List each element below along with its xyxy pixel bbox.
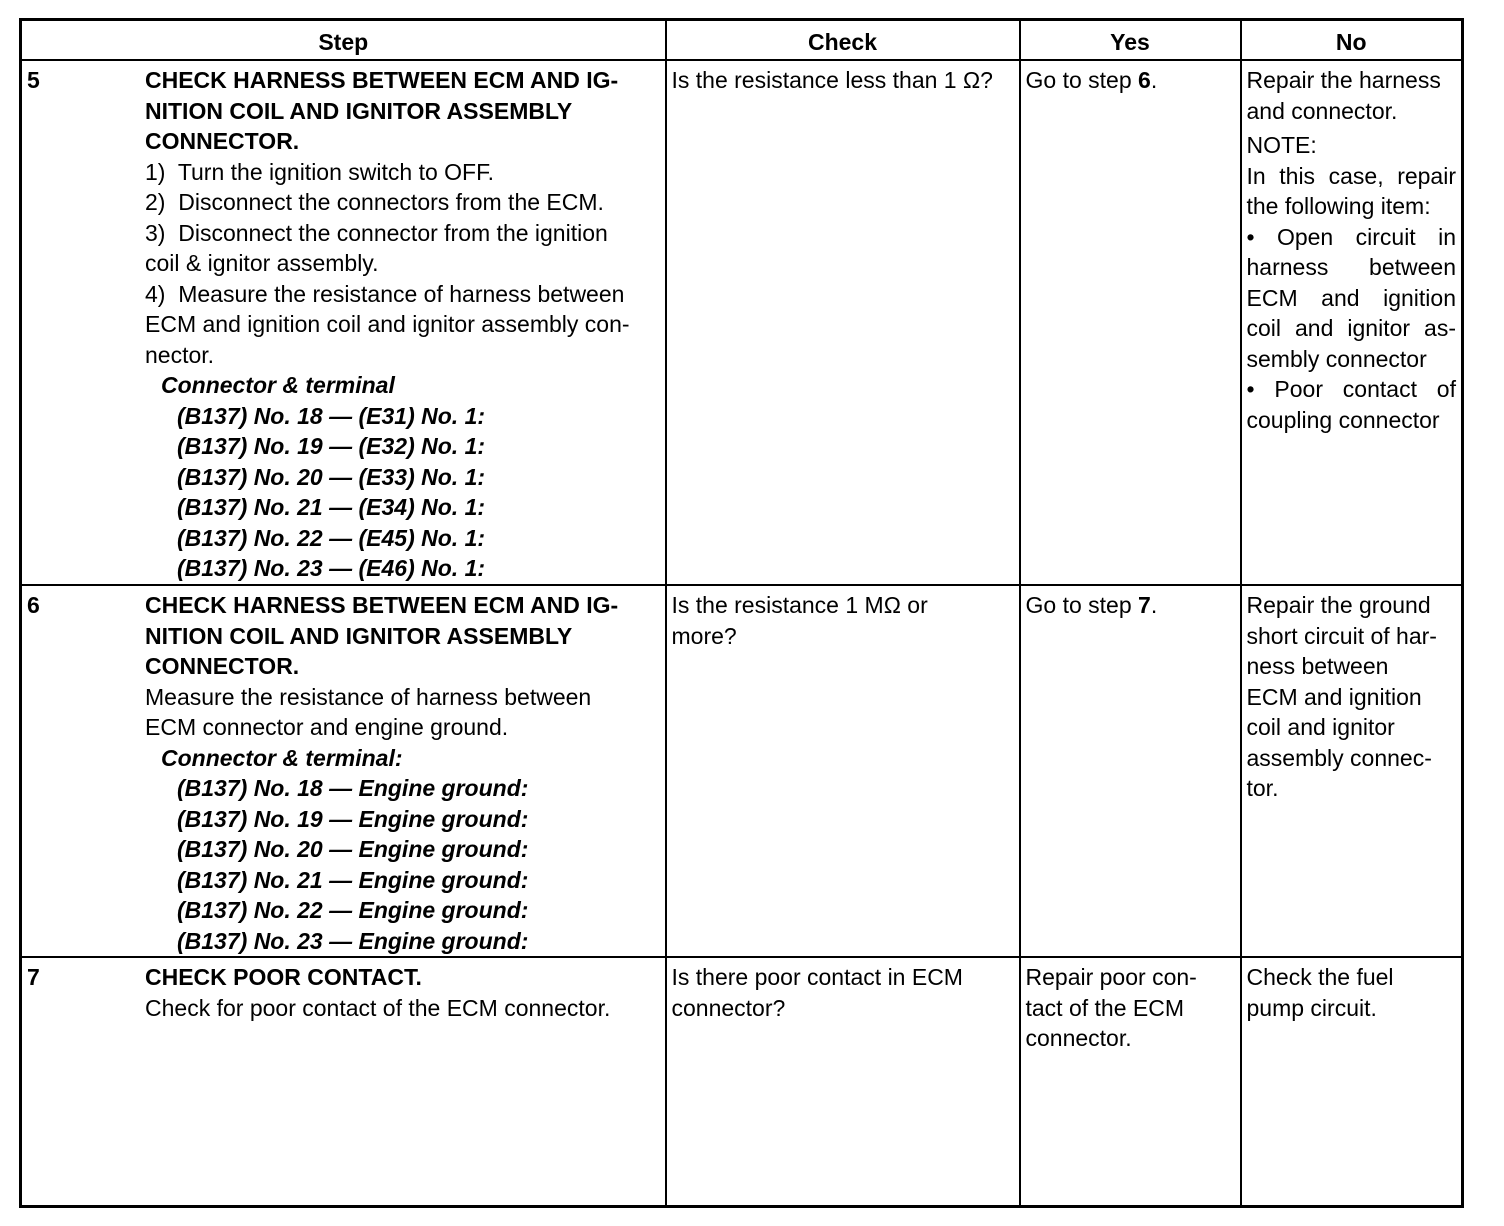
step-cell xyxy=(21,585,666,957)
yes-action-prefix: Go to step xyxy=(1025,67,1139,93)
step-instruction: 4) Measure the resistance of harness between xyxy=(145,280,625,307)
no-action: Repair the ground xyxy=(1246,592,1431,618)
header-step: Step xyxy=(21,20,666,61)
step-title: CHECK POOR CONTACT. xyxy=(145,964,422,990)
yes-cell xyxy=(1020,60,1241,585)
check-cell xyxy=(666,957,1020,1207)
check-question: connector? xyxy=(671,994,786,1021)
no-cell xyxy=(1241,60,1463,585)
step-number: 6 xyxy=(27,592,40,618)
step-cell xyxy=(21,957,666,1207)
no-action: coil and ignitor xyxy=(1246,714,1395,740)
yes-cell xyxy=(1020,957,1241,1207)
note-text: In this case, repair xyxy=(1246,162,1456,189)
note-text: coil and ignitor as- xyxy=(1246,315,1456,341)
terminal-spec: (B137) No. 19 — Engine ground: xyxy=(177,805,529,832)
check-cell xyxy=(666,585,1020,957)
terminal-spec: (B137) No. 18 — (E31) No. 1: xyxy=(177,402,486,429)
step-title: NITION COIL AND IGNITOR ASSEMBLY xyxy=(145,97,573,124)
header-yes: Yes xyxy=(1020,20,1241,61)
note-text: coupling connector xyxy=(1246,406,1440,433)
terminal-spec: (B137) No. 22 — Engine ground: xyxy=(177,897,529,923)
terminal-spec: (B137) No. 18 — Engine ground: xyxy=(177,775,529,801)
terminal-spec: (B137) No. 23 — (E46) No. 1: xyxy=(177,555,486,581)
table-row xyxy=(21,585,1463,957)
note-text: harness between xyxy=(1246,254,1456,280)
step-title: CONNECTOR. xyxy=(145,128,300,154)
diagnostic-table xyxy=(19,18,1464,1208)
header-check: Check xyxy=(666,20,1020,61)
connector-label: Connector & terminal: xyxy=(161,744,403,771)
step-title: CHECK HARNESS BETWEEN ECM AND IG- xyxy=(145,592,619,618)
note-label: NOTE: xyxy=(1246,132,1317,158)
no-action: and connector. xyxy=(1246,97,1398,124)
step-instruction: Check for poor contact of the ECM connector. xyxy=(145,994,611,1021)
step-instruction: ECM and ignition coil and ignitor assembly con- xyxy=(145,311,630,337)
no-action: short circuit of har- xyxy=(1246,622,1437,649)
step-instruction: 3) Disconnect the connector from the ignition xyxy=(145,219,608,246)
step-number: 7 xyxy=(27,964,40,990)
step-number: 5 xyxy=(27,67,40,93)
check-cell xyxy=(666,60,1020,585)
note-text: • Poor contact of xyxy=(1246,376,1456,402)
header-no: No xyxy=(1241,20,1463,61)
step-instruction: nector. xyxy=(145,341,215,368)
check-question: Is there poor contact in ECM xyxy=(671,964,963,990)
note-text: ECM and ignition xyxy=(1246,284,1456,311)
table-row xyxy=(21,60,1463,585)
terminal-spec: (B137) No. 19 — (E32) No. 1: xyxy=(177,433,486,459)
yes-action: Repair poor con- xyxy=(1025,964,1197,990)
yes-step-ref: 7 xyxy=(1138,592,1151,618)
no-action: assembly connec- xyxy=(1246,744,1432,771)
step-title: CHECK HARNESS BETWEEN ECM AND IG- xyxy=(145,67,619,93)
no-action: Repair the harness xyxy=(1246,67,1441,93)
yes-action-prefix: Go to step xyxy=(1025,592,1139,618)
step-instruction: 1) Turn the ignition switch to OFF. xyxy=(145,158,494,185)
table-row xyxy=(21,957,1463,1207)
terminal-spec: (B137) No. 23 — Engine ground: xyxy=(177,927,529,954)
yes-action: tact of the ECM xyxy=(1025,994,1185,1021)
yes-step-ref: 6 xyxy=(1138,67,1151,93)
yes-action-suffix: . xyxy=(1150,592,1158,618)
terminal-spec: (B137) No. 21 — (E34) No. 1: xyxy=(177,494,486,520)
no-action: tor. xyxy=(1246,775,1279,801)
step-instruction: coil & ignitor assembly. xyxy=(145,250,379,276)
no-cell xyxy=(1241,957,1463,1207)
check-question: Is the resistance 1 MΩ or xyxy=(671,592,928,618)
no-action: ECM and ignition xyxy=(1246,683,1422,710)
no-cell xyxy=(1241,585,1463,957)
terminal-spec: (B137) No. 22 — (E45) No. 1: xyxy=(177,524,486,551)
step-cell xyxy=(21,60,666,585)
yes-action-suffix: . xyxy=(1150,67,1158,93)
terminal-spec: (B137) No. 20 — (E33) No. 1: xyxy=(177,463,486,490)
step-instruction: Measure the resistance of harness between xyxy=(145,683,592,710)
terminal-spec: (B137) No. 21 — Engine ground: xyxy=(177,866,529,893)
yes-action: connector. xyxy=(1025,1025,1132,1051)
note-text: sembly connector xyxy=(1246,345,1427,372)
yes-cell xyxy=(1020,585,1241,957)
note-text: • Open circuit in xyxy=(1246,223,1456,250)
step-title: CONNECTOR. xyxy=(145,653,300,679)
no-action: ness between xyxy=(1246,653,1389,679)
table-header-row xyxy=(21,20,1463,61)
no-action: Check the fuel xyxy=(1246,964,1394,990)
connector-label: Connector & terminal xyxy=(161,372,395,398)
step-instruction: ECM connector and engine ground. xyxy=(145,714,509,740)
step-instruction: 2) Disconnect the connectors from the ECM. xyxy=(145,189,604,215)
terminal-spec: (B137) No. 20 — Engine ground: xyxy=(177,836,529,862)
check-question: more? xyxy=(671,622,737,649)
note-text: the following item: xyxy=(1246,193,1431,219)
step-title: NITION COIL AND IGNITOR ASSEMBLY xyxy=(145,622,573,649)
check-question: Is the resistance less than 1 Ω? xyxy=(671,67,993,93)
no-action: pump circuit. xyxy=(1246,994,1377,1021)
